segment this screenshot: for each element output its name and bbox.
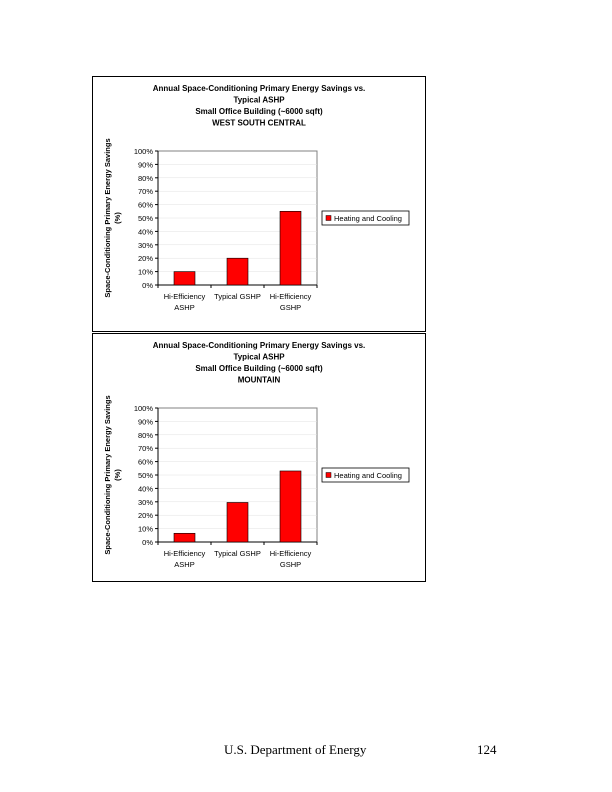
chart-title-line: WEST SOUTH CENTRAL xyxy=(212,118,306,128)
legend-swatch xyxy=(326,473,331,478)
bar xyxy=(227,502,248,542)
legend-label: Heating and Cooling xyxy=(334,471,402,480)
y-tick-label: 40% xyxy=(137,227,153,237)
y-axis-label: (%) xyxy=(113,212,122,224)
chart-title-line: Small Office Building (~6000 sqft) xyxy=(195,107,323,116)
footer-org: U.S. Department of Energy xyxy=(224,742,367,757)
chart-title-line: Small Office Building (~6000 sqft) xyxy=(195,364,323,373)
chart-title-line: Typical ASHP xyxy=(233,95,285,105)
x-tick-label: ASHP xyxy=(174,560,195,569)
x-tick-label: Hi-Efficiency xyxy=(269,549,312,558)
y-tick-label: 20% xyxy=(137,254,153,264)
chart-mountain xyxy=(92,333,426,582)
x-tick-label: GSHP xyxy=(279,303,302,312)
y-tick-label: 10% xyxy=(137,267,153,277)
y-tick-label: 100% xyxy=(133,404,153,413)
y-tick-label: 100% xyxy=(133,147,153,156)
y-axis-label: (%) xyxy=(113,469,122,481)
y-tick-label: 10% xyxy=(137,524,153,534)
legend-swatch xyxy=(326,216,331,221)
chart-title-line: Annual Space-Conditioning Primary Energy Savings vs. xyxy=(152,84,366,93)
y-tick-label: 50% xyxy=(137,214,153,223)
chart-title-line: MOUNTAIN xyxy=(237,375,281,385)
y-tick-label: 60% xyxy=(137,457,153,467)
y-tick-label: 30% xyxy=(137,240,153,250)
y-axis-label: Space-Conditioning Primary Energy Savings xyxy=(103,138,112,298)
x-tick-label: Typical GSHP xyxy=(214,549,261,558)
legend-label: Heating and Cooling xyxy=(334,214,402,223)
y-tick-label: 60% xyxy=(137,200,153,210)
chart-title-line: Typical ASHP xyxy=(233,352,285,362)
y-tick-label: 70% xyxy=(137,187,153,197)
x-tick-label: Hi-Efficiency xyxy=(269,292,312,301)
y-tick-label: 0% xyxy=(142,538,153,547)
chart-title-line: Annual Space-Conditioning Primary Energy Savings vs. xyxy=(152,341,366,350)
x-tick-label: Hi-Efficiency xyxy=(163,549,206,558)
bar xyxy=(280,211,301,285)
bar xyxy=(174,272,195,285)
y-tick-label: 90% xyxy=(137,417,153,427)
y-tick-label: 20% xyxy=(137,511,153,521)
x-tick-label: GSHP xyxy=(279,560,302,569)
footer-page-number: 124 xyxy=(477,742,497,757)
y-tick-label: 70% xyxy=(137,444,153,454)
y-tick-label: 80% xyxy=(137,173,153,183)
y-tick-label: 30% xyxy=(137,497,153,507)
bar xyxy=(227,258,248,285)
y-tick-label: 0% xyxy=(142,281,153,290)
chart-west-south-central xyxy=(92,76,426,332)
x-tick-label: ASHP xyxy=(174,303,195,312)
y-tick-label: 90% xyxy=(137,160,153,170)
bar xyxy=(174,533,195,542)
x-tick-label: Hi-Efficiency xyxy=(163,292,206,301)
y-tick-label: 80% xyxy=(137,430,153,440)
y-axis-label: Space-Conditioning Primary Energy Savings xyxy=(103,395,112,555)
x-tick-label: Typical GSHP xyxy=(214,292,261,301)
y-tick-label: 40% xyxy=(137,484,153,494)
bar xyxy=(280,471,301,542)
y-tick-label: 50% xyxy=(137,471,153,480)
